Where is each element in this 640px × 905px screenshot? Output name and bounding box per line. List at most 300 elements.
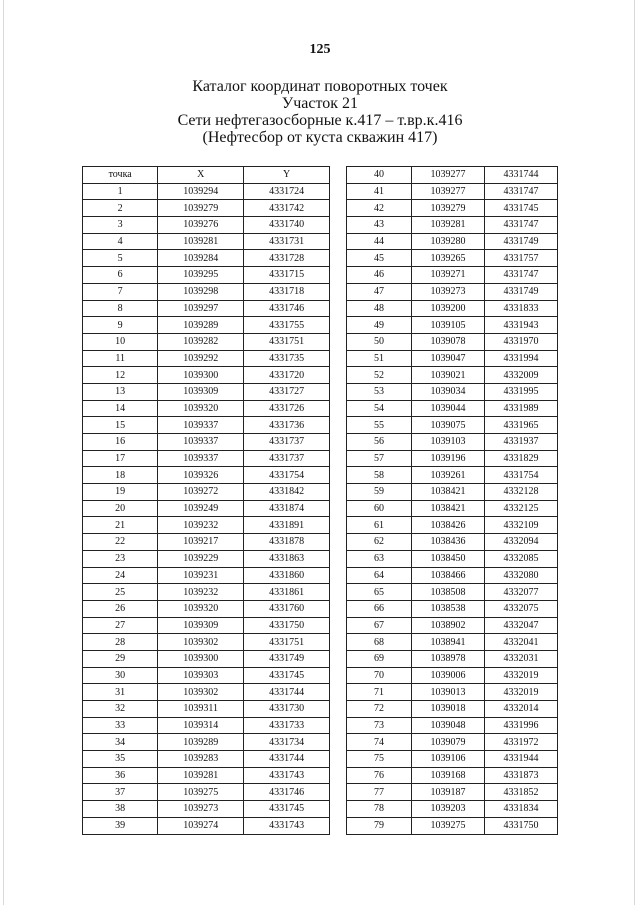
table-row xyxy=(83,267,330,284)
table-row xyxy=(83,484,330,501)
x-coordinate-cell: 1038436 xyxy=(411,534,484,551)
y-coordinate-cell: 4331944 xyxy=(484,751,557,768)
table-row xyxy=(347,267,558,284)
point-cell: 52 xyxy=(347,367,412,384)
x-coordinate-cell: 1039295 xyxy=(158,267,244,284)
y-coordinate-cell: 4331747 xyxy=(484,183,557,200)
table-row xyxy=(83,400,330,417)
x-coordinate-cell: 1038538 xyxy=(411,600,484,617)
y-coordinate-cell: 4331750 xyxy=(244,617,330,634)
point-cell: 32 xyxy=(83,701,158,718)
table-row xyxy=(83,600,330,617)
table-row xyxy=(347,767,558,784)
x-coordinate-cell: 1039281 xyxy=(411,217,484,234)
point-cell: 71 xyxy=(347,684,412,701)
table-row xyxy=(347,200,558,217)
table-row xyxy=(347,684,558,701)
point-cell: 3 xyxy=(83,217,158,234)
x-coordinate-cell: 1039106 xyxy=(411,751,484,768)
y-coordinate-cell: 4331749 xyxy=(484,283,557,300)
point-cell: 68 xyxy=(347,634,412,651)
point-cell: 43 xyxy=(347,217,412,234)
point-cell: 11 xyxy=(83,350,158,367)
x-coordinate-cell: 1039231 xyxy=(158,567,244,584)
x-coordinate-cell: 1039273 xyxy=(158,801,244,818)
point-cell: 39 xyxy=(83,817,158,834)
y-coordinate-cell: 4332109 xyxy=(484,517,557,534)
y-coordinate-cell: 4331750 xyxy=(484,817,557,834)
point-cell: 27 xyxy=(83,617,158,634)
y-coordinate-cell: 4332031 xyxy=(484,650,557,667)
x-coordinate-cell: 1039018 xyxy=(411,701,484,718)
y-coordinate-cell: 4332019 xyxy=(484,667,557,684)
point-cell: 66 xyxy=(347,600,412,617)
x-coordinate-cell: 1039273 xyxy=(411,283,484,300)
point-cell: 28 xyxy=(83,634,158,651)
point-cell: 56 xyxy=(347,434,412,451)
title-line-section: Участок 21 xyxy=(281,95,359,112)
y-coordinate-cell: 4331965 xyxy=(484,417,557,434)
x-coordinate-cell: 1038421 xyxy=(411,484,484,501)
point-cell: 76 xyxy=(347,767,412,784)
table-row xyxy=(83,667,330,684)
y-coordinate-cell: 4331742 xyxy=(244,200,330,217)
point-cell: 60 xyxy=(347,500,412,517)
y-coordinate-cell: 4331749 xyxy=(484,233,557,250)
point-cell: 24 xyxy=(83,567,158,584)
x-coordinate-cell: 1039075 xyxy=(411,417,484,434)
point-cell: 63 xyxy=(347,550,412,567)
table-row xyxy=(347,283,558,300)
table-row xyxy=(347,450,558,467)
x-coordinate-cell: 1039232 xyxy=(158,584,244,601)
table-row xyxy=(347,467,558,484)
x-coordinate-cell: 1039200 xyxy=(411,300,484,317)
y-coordinate-cell: 4331736 xyxy=(244,417,330,434)
point-cell: 25 xyxy=(83,584,158,601)
y-coordinate-cell: 4331751 xyxy=(244,634,330,651)
x-coordinate-cell: 1039300 xyxy=(158,367,244,384)
table-header-row xyxy=(83,167,330,184)
x-coordinate-cell: 1038450 xyxy=(411,550,484,567)
title-line-catalog: Каталог координат поворотных точек xyxy=(192,78,448,95)
x-coordinate-cell: 1039079 xyxy=(411,734,484,751)
x-coordinate-cell: 1039289 xyxy=(158,317,244,334)
table-row xyxy=(83,567,330,584)
x-coordinate-cell: 1039203 xyxy=(411,801,484,818)
point-cell: 33 xyxy=(83,717,158,734)
y-coordinate-cell: 4331726 xyxy=(244,400,330,417)
table-row xyxy=(83,434,330,451)
point-cell: 9 xyxy=(83,317,158,334)
y-coordinate-cell: 4331744 xyxy=(484,167,557,184)
x-coordinate-cell: 1038978 xyxy=(411,650,484,667)
point-cell: 67 xyxy=(347,617,412,634)
table-row xyxy=(83,751,330,768)
x-coordinate-cell: 1039289 xyxy=(158,734,244,751)
table-row xyxy=(83,317,330,334)
table-row xyxy=(347,801,558,818)
table-row xyxy=(347,634,558,651)
point-cell: 34 xyxy=(83,734,158,751)
x-coordinate-cell: 1039337 xyxy=(158,434,244,451)
table-row xyxy=(83,183,330,200)
x-coordinate-cell: 1039006 xyxy=(411,667,484,684)
y-coordinate-cell: 4331745 xyxy=(244,667,330,684)
y-coordinate-cell: 4332077 xyxy=(484,584,557,601)
y-coordinate-cell: 4331724 xyxy=(244,183,330,200)
y-coordinate-cell: 4331734 xyxy=(244,734,330,751)
y-coordinate-cell: 4331744 xyxy=(244,751,330,768)
header-point: точка xyxy=(83,167,158,184)
x-coordinate-cell: 1039309 xyxy=(158,617,244,634)
x-coordinate-cell: 1038902 xyxy=(411,617,484,634)
y-coordinate-cell: 4331833 xyxy=(484,300,557,317)
x-coordinate-cell: 1038508 xyxy=(411,584,484,601)
table-row xyxy=(347,500,558,517)
y-coordinate-cell: 4332047 xyxy=(484,617,557,634)
x-coordinate-cell: 1039311 xyxy=(158,701,244,718)
y-coordinate-cell: 4331733 xyxy=(244,717,330,734)
point-cell: 8 xyxy=(83,300,158,317)
y-coordinate-cell: 4331994 xyxy=(484,350,557,367)
point-cell: 31 xyxy=(83,684,158,701)
x-coordinate-cell: 1039337 xyxy=(158,417,244,434)
y-coordinate-cell: 4332085 xyxy=(484,550,557,567)
point-cell: 5 xyxy=(83,250,158,267)
table-row xyxy=(347,250,558,267)
y-coordinate-cell: 4331751 xyxy=(244,333,330,350)
x-coordinate-cell: 1039103 xyxy=(411,434,484,451)
table-row xyxy=(83,383,330,400)
table-row xyxy=(347,717,558,734)
table-row xyxy=(347,233,558,250)
x-coordinate-cell: 1039282 xyxy=(158,333,244,350)
point-cell: 1 xyxy=(83,183,158,200)
table-row xyxy=(83,500,330,517)
y-coordinate-cell: 4332094 xyxy=(484,534,557,551)
document-title xyxy=(0,78,640,146)
x-coordinate-cell: 1039217 xyxy=(158,534,244,551)
table-row xyxy=(347,434,558,451)
table-row xyxy=(83,367,330,384)
table-row xyxy=(347,667,558,684)
x-coordinate-cell: 1039320 xyxy=(158,600,244,617)
y-coordinate-cell: 4332080 xyxy=(484,567,557,584)
point-cell: 22 xyxy=(83,534,158,551)
header-y: Y xyxy=(244,167,330,184)
point-cell: 62 xyxy=(347,534,412,551)
x-coordinate-cell: 1039187 xyxy=(411,784,484,801)
table-row xyxy=(347,217,558,234)
table-row xyxy=(347,484,558,501)
y-coordinate-cell: 4331743 xyxy=(244,817,330,834)
x-coordinate-cell: 1039265 xyxy=(411,250,484,267)
x-coordinate-cell: 1039303 xyxy=(158,667,244,684)
x-coordinate-cell: 1039232 xyxy=(158,517,244,534)
y-coordinate-cell: 4331743 xyxy=(244,767,330,784)
table-row xyxy=(347,817,558,834)
point-cell: 30 xyxy=(83,667,158,684)
table-row xyxy=(83,200,330,217)
point-cell: 37 xyxy=(83,784,158,801)
table-row xyxy=(83,634,330,651)
point-cell: 61 xyxy=(347,517,412,534)
y-coordinate-cell: 4331747 xyxy=(484,267,557,284)
point-cell: 45 xyxy=(347,250,412,267)
y-coordinate-cell: 4331861 xyxy=(244,584,330,601)
x-coordinate-cell: 1039275 xyxy=(411,817,484,834)
x-coordinate-cell: 1038941 xyxy=(411,634,484,651)
table-row xyxy=(83,584,330,601)
point-cell: 10 xyxy=(83,333,158,350)
x-coordinate-cell: 1039261 xyxy=(411,467,484,484)
point-cell: 36 xyxy=(83,767,158,784)
y-coordinate-cell: 4331720 xyxy=(244,367,330,384)
table-row xyxy=(83,233,330,250)
coordinates-table-left xyxy=(82,166,330,835)
y-coordinate-cell: 4331878 xyxy=(244,534,330,551)
table-row xyxy=(83,283,330,300)
x-coordinate-cell: 1039276 xyxy=(158,217,244,234)
table-row xyxy=(83,217,330,234)
table-row xyxy=(83,417,330,434)
y-coordinate-cell: 4331760 xyxy=(244,600,330,617)
y-coordinate-cell: 4331995 xyxy=(484,383,557,400)
y-coordinate-cell: 4332125 xyxy=(484,500,557,517)
x-coordinate-cell: 1039277 xyxy=(411,167,484,184)
point-cell: 77 xyxy=(347,784,412,801)
x-coordinate-cell: 1039021 xyxy=(411,367,484,384)
table-row xyxy=(83,734,330,751)
table-row xyxy=(347,650,558,667)
point-cell: 73 xyxy=(347,717,412,734)
x-coordinate-cell: 1039013 xyxy=(411,684,484,701)
table-row xyxy=(347,617,558,634)
coordinates-table-right xyxy=(346,166,558,835)
table-row xyxy=(83,784,330,801)
header-x: X xyxy=(158,167,244,184)
point-cell: 47 xyxy=(347,283,412,300)
table-row xyxy=(83,817,330,834)
point-cell: 23 xyxy=(83,550,158,567)
x-coordinate-cell: 1039275 xyxy=(158,784,244,801)
y-coordinate-cell: 4331744 xyxy=(244,684,330,701)
point-cell: 18 xyxy=(83,467,158,484)
x-coordinate-cell: 1038421 xyxy=(411,500,484,517)
x-coordinate-cell: 1039298 xyxy=(158,283,244,300)
table-row xyxy=(347,300,558,317)
y-coordinate-cell: 4331728 xyxy=(244,250,330,267)
point-cell: 14 xyxy=(83,400,158,417)
table-row xyxy=(347,584,558,601)
point-cell: 70 xyxy=(347,667,412,684)
table-row xyxy=(347,567,558,584)
table-row xyxy=(347,400,558,417)
y-coordinate-cell: 4331852 xyxy=(484,784,557,801)
table-row xyxy=(347,333,558,350)
table-row xyxy=(83,250,330,267)
x-coordinate-cell: 1039274 xyxy=(158,817,244,834)
point-cell: 65 xyxy=(347,584,412,601)
table-row xyxy=(347,600,558,617)
point-cell: 20 xyxy=(83,500,158,517)
x-coordinate-cell: 1039280 xyxy=(411,233,484,250)
y-coordinate-cell: 4331718 xyxy=(244,283,330,300)
y-coordinate-cell: 4331757 xyxy=(484,250,557,267)
x-coordinate-cell: 1039297 xyxy=(158,300,244,317)
point-cell: 38 xyxy=(83,801,158,818)
table-row xyxy=(347,350,558,367)
x-coordinate-cell: 1039048 xyxy=(411,717,484,734)
point-cell: 64 xyxy=(347,567,412,584)
point-cell: 42 xyxy=(347,200,412,217)
y-coordinate-cell: 4331747 xyxy=(484,217,557,234)
table-row xyxy=(83,450,330,467)
y-coordinate-cell: 4331755 xyxy=(244,317,330,334)
x-coordinate-cell: 1039229 xyxy=(158,550,244,567)
title-line-network: Сети нефтегазосборные к.417 – т.вр.к.416 xyxy=(177,112,463,129)
point-cell: 75 xyxy=(347,751,412,768)
point-cell: 21 xyxy=(83,517,158,534)
point-cell: 49 xyxy=(347,317,412,334)
y-coordinate-cell: 4331860 xyxy=(244,567,330,584)
x-coordinate-cell: 1039283 xyxy=(158,751,244,768)
y-coordinate-cell: 4332009 xyxy=(484,367,557,384)
y-coordinate-cell: 4331996 xyxy=(484,717,557,734)
y-coordinate-cell: 4331749 xyxy=(244,650,330,667)
y-coordinate-cell: 4331829 xyxy=(484,450,557,467)
point-cell: 44 xyxy=(347,233,412,250)
table-row xyxy=(83,767,330,784)
table-row xyxy=(347,367,558,384)
point-cell: 51 xyxy=(347,350,412,367)
title-line-wellpad: (Нефтесбор от куста скважин 417) xyxy=(202,129,438,146)
y-coordinate-cell: 4331989 xyxy=(484,400,557,417)
x-coordinate-cell: 1039279 xyxy=(411,200,484,217)
point-cell: 72 xyxy=(347,701,412,718)
y-coordinate-cell: 4331834 xyxy=(484,801,557,818)
point-cell: 4 xyxy=(83,233,158,250)
x-coordinate-cell: 1039309 xyxy=(158,383,244,400)
x-coordinate-cell: 1039326 xyxy=(158,467,244,484)
x-coordinate-cell: 1039320 xyxy=(158,400,244,417)
x-coordinate-cell: 1039047 xyxy=(411,350,484,367)
table-row xyxy=(83,717,330,734)
y-coordinate-cell: 4331745 xyxy=(484,200,557,217)
x-coordinate-cell: 1039271 xyxy=(411,267,484,284)
point-cell: 19 xyxy=(83,484,158,501)
y-coordinate-cell: 4331740 xyxy=(244,217,330,234)
point-cell: 6 xyxy=(83,267,158,284)
point-cell: 57 xyxy=(347,450,412,467)
x-coordinate-cell: 1039272 xyxy=(158,484,244,501)
point-cell: 40 xyxy=(347,167,412,184)
table-row xyxy=(83,550,330,567)
y-coordinate-cell: 4331754 xyxy=(484,467,557,484)
table-row xyxy=(83,701,330,718)
point-cell: 29 xyxy=(83,650,158,667)
table-row xyxy=(83,617,330,634)
point-cell: 2 xyxy=(83,200,158,217)
table-row xyxy=(83,350,330,367)
x-coordinate-cell: 1039314 xyxy=(158,717,244,734)
y-coordinate-cell: 4331754 xyxy=(244,467,330,484)
y-coordinate-cell: 4331937 xyxy=(484,434,557,451)
point-cell: 12 xyxy=(83,367,158,384)
point-cell: 50 xyxy=(347,333,412,350)
point-cell: 74 xyxy=(347,734,412,751)
y-coordinate-cell: 4331715 xyxy=(244,267,330,284)
x-coordinate-cell: 1039284 xyxy=(158,250,244,267)
point-cell: 79 xyxy=(347,817,412,834)
table-row xyxy=(83,801,330,818)
table-row xyxy=(347,550,558,567)
y-coordinate-cell: 4331746 xyxy=(244,300,330,317)
point-cell: 15 xyxy=(83,417,158,434)
table-row xyxy=(83,467,330,484)
table-row xyxy=(347,534,558,551)
table-row xyxy=(347,417,558,434)
y-coordinate-cell: 4332128 xyxy=(484,484,557,501)
table-row xyxy=(347,751,558,768)
table-row xyxy=(347,167,558,184)
y-coordinate-cell: 4332019 xyxy=(484,684,557,701)
table-row xyxy=(83,333,330,350)
point-cell: 54 xyxy=(347,400,412,417)
table-row xyxy=(347,701,558,718)
point-cell: 59 xyxy=(347,484,412,501)
x-coordinate-cell: 1039337 xyxy=(158,450,244,467)
x-coordinate-cell: 1039078 xyxy=(411,333,484,350)
table-row xyxy=(83,534,330,551)
point-cell: 58 xyxy=(347,467,412,484)
point-cell: 7 xyxy=(83,283,158,300)
y-coordinate-cell: 4332075 xyxy=(484,600,557,617)
table-row xyxy=(347,183,558,200)
x-coordinate-cell: 1039300 xyxy=(158,650,244,667)
y-coordinate-cell: 4331746 xyxy=(244,784,330,801)
y-coordinate-cell: 4331863 xyxy=(244,550,330,567)
point-cell: 26 xyxy=(83,600,158,617)
point-cell: 16 xyxy=(83,434,158,451)
x-coordinate-cell: 1039168 xyxy=(411,767,484,784)
point-cell: 53 xyxy=(347,383,412,400)
x-coordinate-cell: 1039105 xyxy=(411,317,484,334)
x-coordinate-cell: 1038426 xyxy=(411,517,484,534)
x-coordinate-cell: 1039277 xyxy=(411,183,484,200)
y-coordinate-cell: 4331842 xyxy=(244,484,330,501)
table-row xyxy=(83,517,330,534)
x-coordinate-cell: 1039279 xyxy=(158,200,244,217)
table-row xyxy=(83,650,330,667)
y-coordinate-cell: 4331873 xyxy=(484,767,557,784)
y-coordinate-cell: 4331735 xyxy=(244,350,330,367)
y-coordinate-cell: 4331730 xyxy=(244,701,330,718)
x-coordinate-cell: 1039196 xyxy=(411,450,484,467)
y-coordinate-cell: 4331874 xyxy=(244,500,330,517)
x-coordinate-cell: 1039302 xyxy=(158,634,244,651)
page-number: 125 xyxy=(309,42,331,57)
y-coordinate-cell: 4332014 xyxy=(484,701,557,718)
table-row xyxy=(347,784,558,801)
x-coordinate-cell: 1039294 xyxy=(158,183,244,200)
x-coordinate-cell: 1039302 xyxy=(158,684,244,701)
point-cell: 13 xyxy=(83,383,158,400)
table-row xyxy=(347,734,558,751)
point-cell: 35 xyxy=(83,751,158,768)
point-cell: 41 xyxy=(347,183,412,200)
